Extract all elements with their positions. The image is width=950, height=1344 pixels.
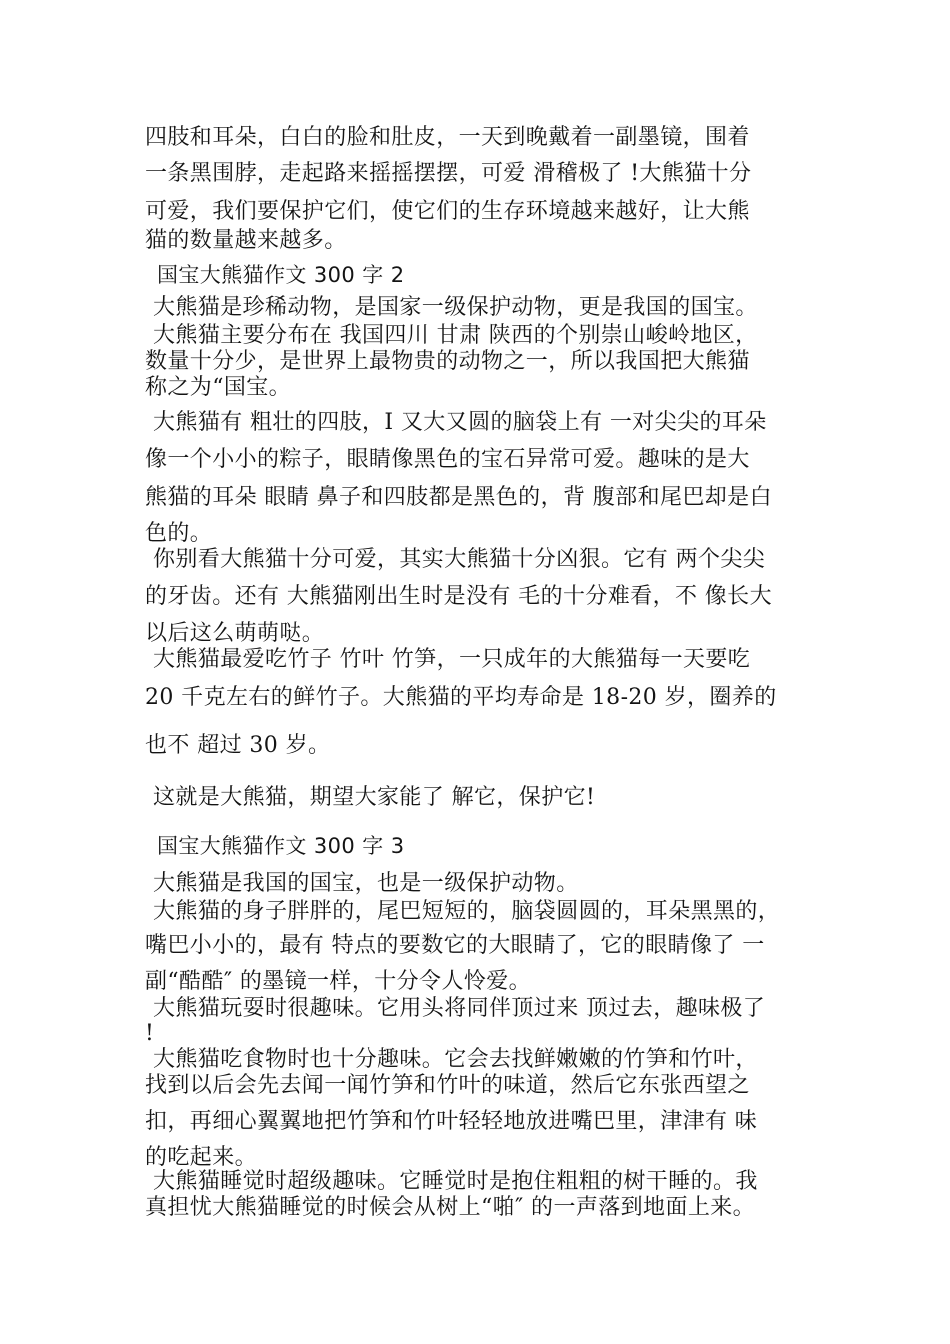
text-line: 这就是大熊猫，期望大家能了 解它，保护它! bbox=[153, 785, 596, 810]
text-line: 一条黑围脖，走起路来摇摇摆摆，可爱 滑稽极了 !大熊猫十分 bbox=[145, 161, 752, 186]
text-line: 真担忧大熊猫睡觉的时候会从树上“啪″ 的一声落到地面上来。 bbox=[145, 1195, 756, 1220]
text-line: 的牙齿。还有 大熊猫刚出生时是没有 毛的十分难看，不 像长大 bbox=[145, 584, 772, 609]
text-line: 副“酷酷″ 的墨镜一样，十分令人怜爱。 bbox=[145, 969, 532, 994]
text-line: 大熊猫的身子胖胖的，尾巴短短的，脑袋圆圆的，耳朵黑黑的， bbox=[153, 899, 781, 924]
text-line: 称之为“国宝。 bbox=[145, 375, 292, 400]
text-line: 找到以后会先去闻一闻竹笋和竹叶的味道，然后它东张西望之 bbox=[145, 1073, 750, 1098]
text-line: 四肢和耳朵，白白的脸和肚皮，一天到晚戴着一副墨镜，围着 bbox=[145, 125, 750, 150]
text-line: 猫的数量越来越多。 bbox=[145, 228, 347, 253]
text-line: 扣，再细心翼翼地把竹笋和竹叶轻轻地放进嘴巴里，津津有 味 bbox=[145, 1109, 758, 1134]
text-line: 嘴巴小小的，最有 特点的要数它的大眼睛了，它的眼睛像了 一 bbox=[145, 933, 765, 958]
text-line: 像一个小小的粽子，眼睛像黑色的宝石异常可爱。趣味的是大 bbox=[145, 447, 750, 472]
text-line: 也不 超过 30 岁。 bbox=[145, 733, 331, 758]
text-line: 大熊猫主要分布在 我国四川 甘肃 陕西的个别崇山峻岭地区， bbox=[153, 323, 758, 348]
text-line: 以后这么萌萌哒。 bbox=[145, 621, 325, 646]
text-line: 数量十分少，是世界上最物贵的动物之一，所以我国把大熊猫 bbox=[145, 349, 750, 374]
text-line: 大熊猫是珍稀动物，是国家一级保护动物，更是我国的国宝。 bbox=[153, 295, 758, 320]
text-line: 大熊猫玩耍时很趣味。它用头将同伴顶过来 顶过去，趣味极了 bbox=[153, 996, 766, 1021]
text-line: 大熊猫睡觉时超级趣味。它睡觉时是抱住粗粗的树干睡的。我 bbox=[153, 1169, 758, 1194]
section-heading: 国宝大熊猫作文 300 字 3 bbox=[157, 834, 405, 858]
text-line: 大熊猫有 粗壮的四肢，I 又大又圆的脑袋上有 一对尖尖的耳朵 bbox=[153, 410, 767, 435]
text-line: 熊猫的耳朵 眼睛 鼻子和四肢都是黑色的，背 腹部和尾巴却是白 bbox=[145, 485, 772, 510]
text-line: 色的。 bbox=[145, 521, 213, 546]
text-line: 可爱，我们要保护它们，使它们的生存环境越来越好，让大熊 bbox=[145, 199, 750, 224]
text-line: 大熊猫吃食物时也十分趣味。它会去找鲜嫩嫩的竹笋和竹叶， bbox=[153, 1047, 758, 1072]
text-line: 大熊猫是我国的国宝，也是一级保护动物。 bbox=[153, 871, 579, 896]
section-heading: 国宝大熊猫作文 300 字 2 bbox=[157, 263, 405, 287]
text-line: ! bbox=[145, 1021, 155, 1046]
text-line: 大熊猫最爱吃竹子 竹叶 竹笋，一只成年的大熊猫每一天要吃 bbox=[153, 647, 751, 672]
text-line: 你别看大熊猫十分可爱，其实大熊猫十分凶狠。它有 两个尖尖 bbox=[153, 547, 766, 572]
text-line: 20 千克左右的鲜竹子。大熊猫的平均寿命是 18-20 岁，圈养的 bbox=[145, 685, 777, 710]
text-line: 的吃起来。 bbox=[145, 1145, 258, 1170]
